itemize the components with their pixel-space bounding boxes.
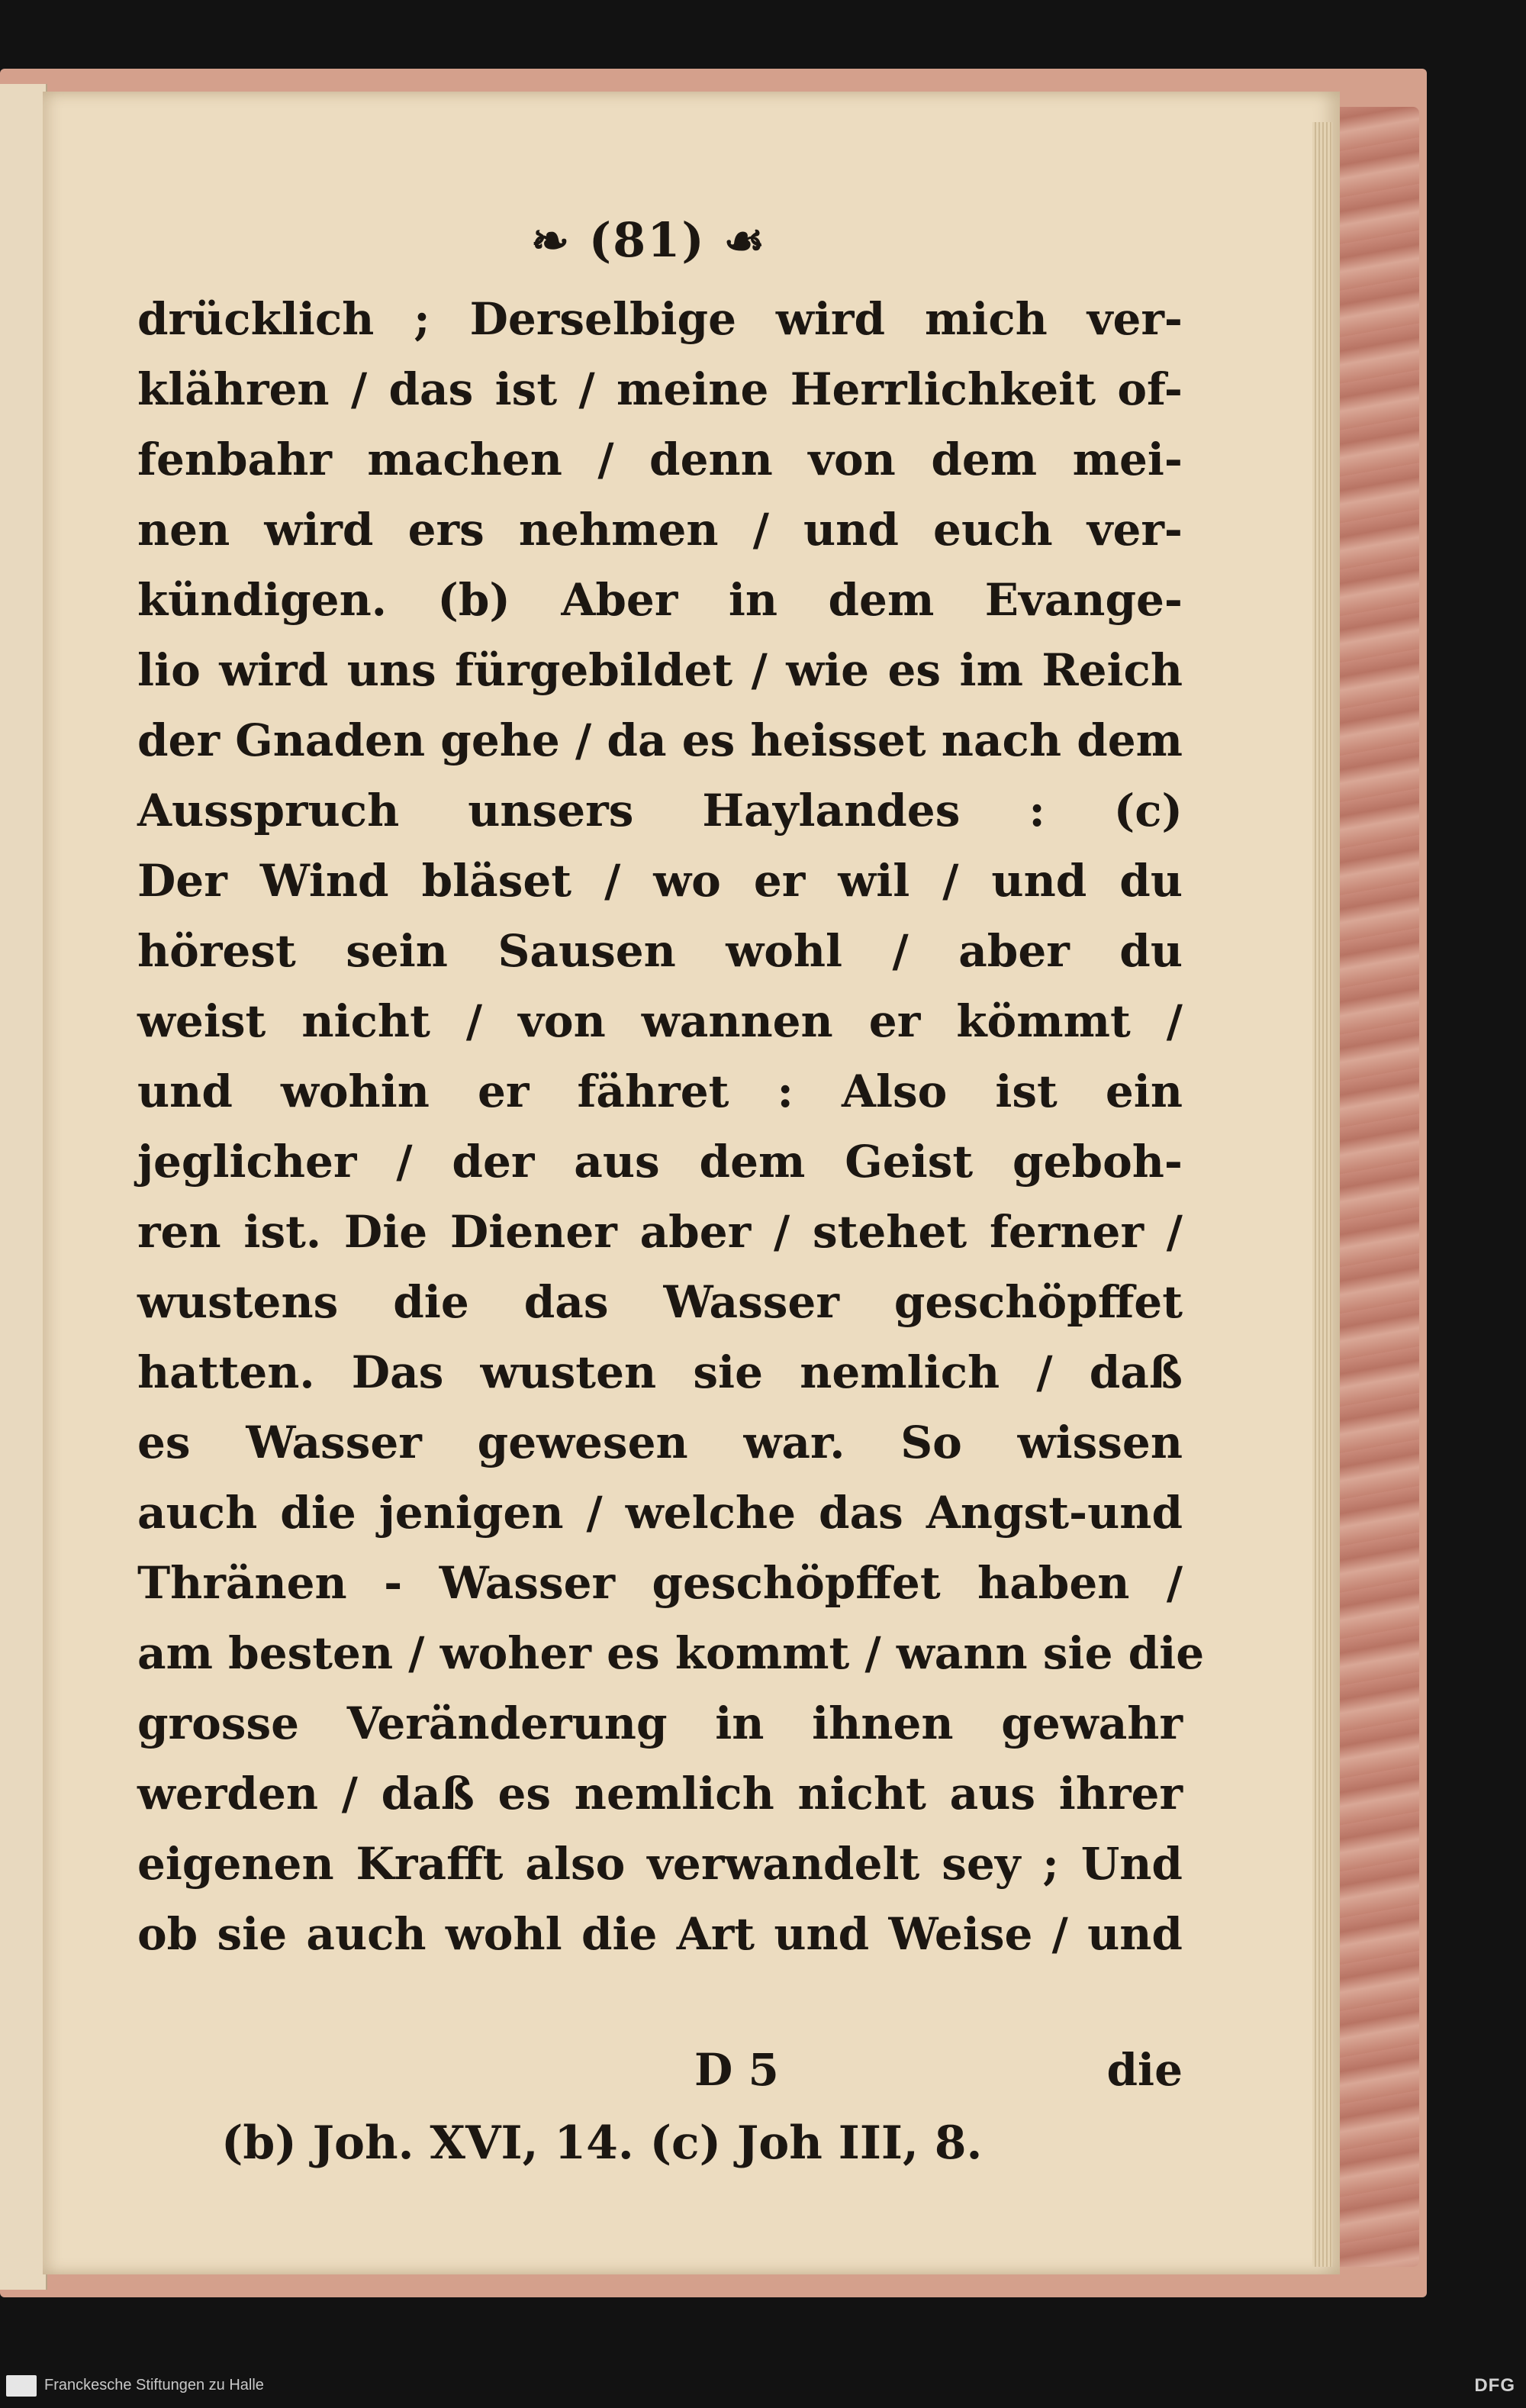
text-line: der Gnaden gehe / da es heisset nach dem [137,714,1183,766]
text-line: weist nicht / von wannen er kömmt / [137,995,1183,1047]
text-line: hörest sein Sausen wohl / aber du [137,925,1183,977]
text-line: auch die jenigen / welche das Angst-und [137,1487,1183,1539]
institution-logo-icon [6,2375,37,2397]
text-line: und wohin er fähret : Also ist ein [137,1065,1183,1117]
text-line: es Wasser gewesen war. So wissen [137,1417,1183,1468]
text-line: hatten. Das wusten sie nemlich / daß [137,1346,1183,1398]
left-facing-page [0,84,47,2290]
ornament-left-icon: ❧ [530,214,571,268]
text-line: Thränen - Wasser geschöpffet haben / [137,1557,1183,1609]
text-line: wustens die das Wasser geschöpffet [137,1276,1183,1328]
text-line: Ausspruch unsers Haylandes : (c) [137,785,1183,837]
page-number: (81) [588,212,706,268]
page-header [458,212,839,281]
ornament-right-icon: ☙ [723,214,767,268]
text-line: eigenen Krafft also verwandelt sey ; Und [137,1838,1183,1890]
text-line: am besten / woher es kommt / wann sie die [137,1627,1205,1679]
signature-row [137,2035,1183,2105]
text-line: nen wird ers nehmen / und euch ver- [137,504,1183,556]
text-line: ob sie auch wohl die Art und Weise / und [137,1908,1183,1960]
credit-text: Franckesche Stiftungen zu Halle [44,2377,264,2393]
text-line: grosse Veränderung in ihnen gewahr [137,1697,1183,1749]
text-line: werden / daß es nemlich nicht aus ihrer [137,1768,1183,1820]
body-text [137,284,1205,1969]
text-line: drücklich ; Derselbige wird mich ver- [137,293,1183,345]
text-line: fenbahr machen / denn von dem mei- [137,434,1183,485]
text-line: kündigen. (b) Aber in dem Evange- [137,574,1183,626]
text-line: lio wird uns fürgebildet / wie es im Reich [137,644,1183,696]
footnote: (b) Joh. XVI, 14. (c) Joh III, 8. [221,2116,983,2170]
text-line: jeglicher / der aus dem Geist geboh- [137,1136,1183,1188]
text-line: ren ist. Die Diener aber / stehet ferner / [137,1206,1183,1258]
text-line: Der Wind bläset / wo er wil / und du [137,855,1183,907]
signature-mark: D 5 [694,2044,779,2096]
text-line: klähren / das ist / meine Herrlichkeit of- [137,363,1183,415]
catchword: die [1106,2044,1183,2096]
marbled-edge [1328,107,1419,2267]
page-stack-edge [1312,122,1332,2267]
dfg-badge: DFG [1474,2375,1515,2396]
